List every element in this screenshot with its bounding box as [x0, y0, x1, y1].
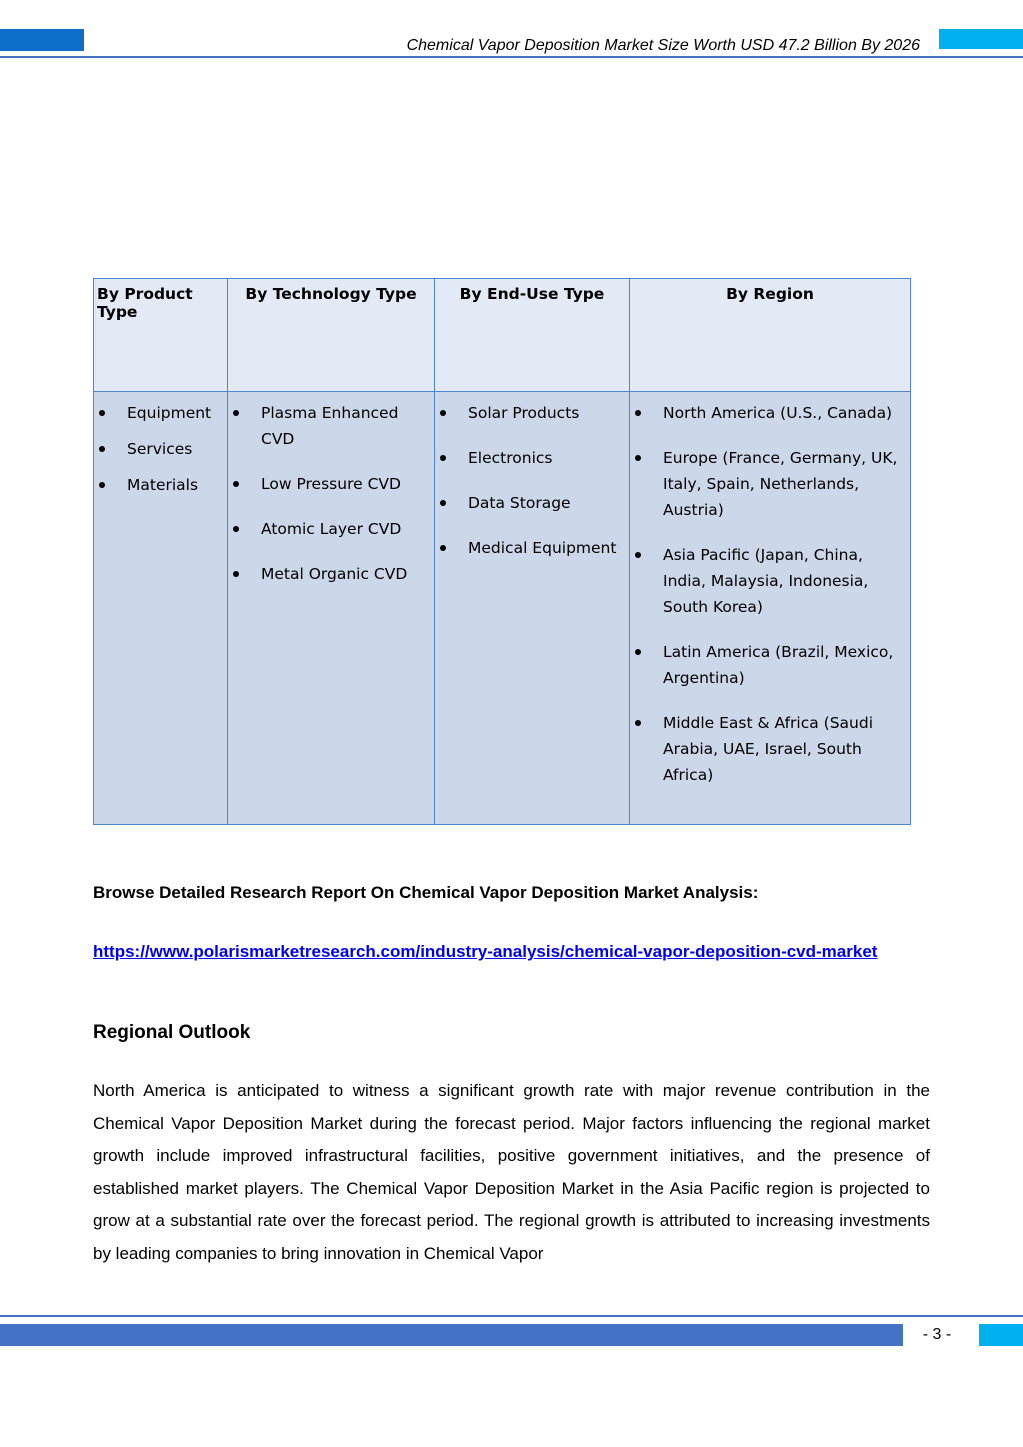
list-item: Latin America (Brazil, Mexico, Argentina) — [630, 639, 910, 691]
header-rule — [0, 56, 1023, 58]
table-row — [94, 392, 911, 825]
body-paragraph: North America is anticipated to witness a significant growth rate with major revenue contribution in the Chemical Vapor Deposition Market during the forecast period. Major factors influencing the regional market growth include improved infrastructural facilities, positive government initiatives, and the presence of established market players. The Chemical Vapor Deposition Market in the Asia Pacific region is projected to grow at a substantial rate over the forecast period. The regional growth is attributed to increasing investments by leading companies to bring innovation in Chemical Vapor — [93, 1081, 930, 1263]
list-item: Services — [94, 436, 227, 462]
browse-heading: Browse Detailed Research Report On Chemical Vapor Deposition Market Analysis: — [93, 883, 759, 902]
header-region: By Region — [630, 279, 911, 392]
section-heading: Regional Outlook — [93, 1022, 251, 1043]
report-link[interactable]: https://www.polarismarketresearch.com/industry-analysis/chemical-vapor-deposition-cvd-market — [93, 942, 878, 961]
list-item: Europe (France, Germany, UK, Italy, Spain, Netherlands, Austria) — [630, 445, 910, 523]
list-item: North America (U.S., Canada) — [630, 400, 910, 426]
list-item: Electronics — [435, 445, 629, 471]
list-item: Materials — [94, 472, 227, 498]
page-number: - 3 - — [922, 1326, 952, 1343]
footer-accent-block — [979, 1324, 1023, 1346]
technology-type-cell — [228, 392, 435, 825]
footer-bar — [0, 1324, 903, 1346]
header-end-use-type: By End-Use Type — [435, 279, 630, 392]
list-item: Equipment — [94, 400, 227, 426]
list-item: Middle East & Africa (Saudi Arabia, UAE, Israel, South Africa) — [630, 710, 910, 788]
list-item: Medical Equipment — [435, 535, 629, 561]
header-accent-block-left — [0, 29, 84, 51]
list-item: Data Storage — [435, 490, 629, 516]
list-item: Atomic Layer CVD — [228, 516, 434, 542]
table-header-row — [94, 279, 911, 392]
header-product-type: By Product Type — [94, 279, 228, 392]
footer-rule — [0, 1315, 1023, 1317]
header-accent-block-right — [939, 29, 1023, 49]
list-item: Plasma Enhanced CVD — [228, 400, 434, 452]
region-cell — [630, 392, 911, 825]
header-title: Chemical Vapor Deposition Market Size Worth USD 47.2 Billion By 2026 — [406, 37, 920, 54]
list-item: Metal Organic CVD — [228, 561, 434, 587]
list-item: Solar Products — [435, 400, 629, 426]
list-item: Low Pressure CVD — [228, 471, 434, 497]
segmentation-table — [93, 278, 911, 825]
header-technology-type: By Technology Type — [228, 279, 435, 392]
product-type-cell — [94, 392, 228, 825]
list-item: Asia Pacific (Japan, China, India, Malaysia, Indonesia, South Korea) — [630, 542, 910, 620]
end-use-type-cell — [435, 392, 630, 825]
